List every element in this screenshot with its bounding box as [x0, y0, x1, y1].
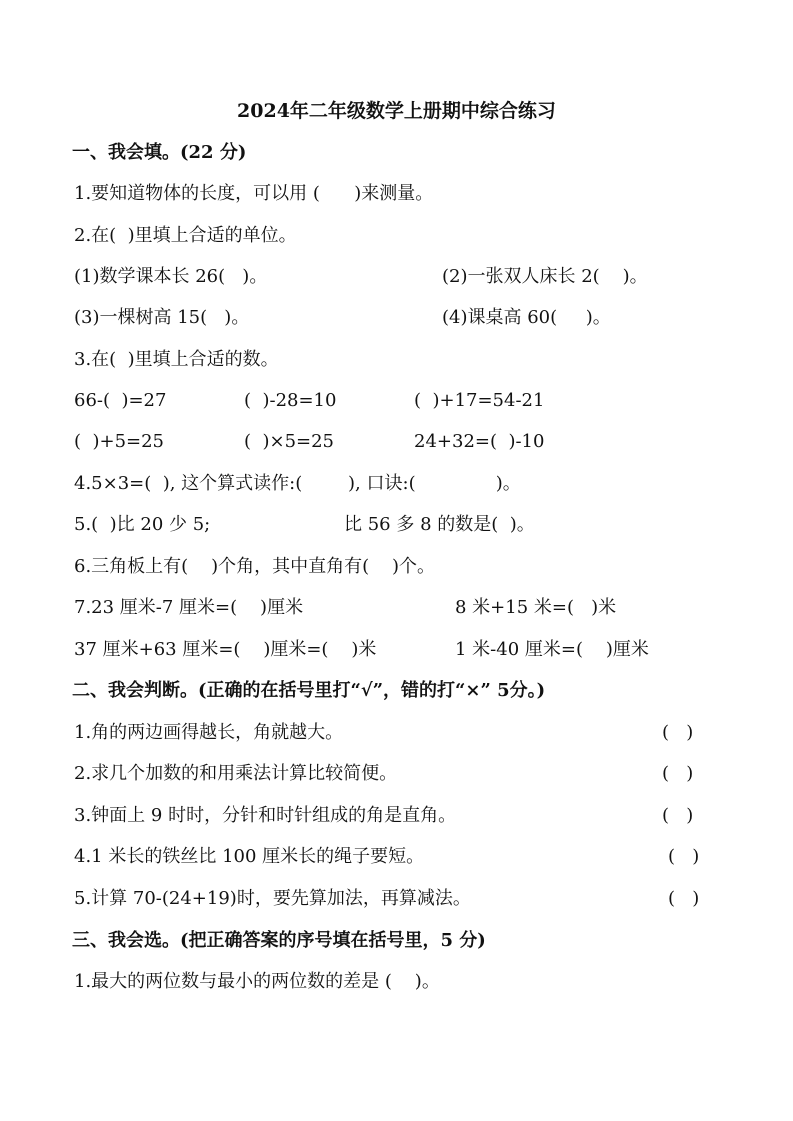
question-1-3: 3.在( )里填上合适的数。: [74, 349, 279, 370]
question-1-3-eq-4: ( )+5=25: [74, 431, 165, 452]
judge-answer-paren-4: ( ): [668, 846, 700, 867]
section-2-heading: 二、我会判断。(正确的在括号里打“√”，错的打“×” 5分。): [72, 680, 546, 701]
question-1-7-item-3: 37 厘米+63 厘米=( )厘米=( )米: [74, 639, 377, 660]
question-1-2-item-2: (2)一张双人床长 2( )。: [442, 266, 648, 287]
question-1-5-part-a: 5.( )比 20 少 5;: [74, 514, 211, 535]
question-1-2-item-4: (4)课桌高 60( )。: [442, 307, 611, 328]
question-1-3-eq-5: ( )×5=25: [244, 431, 335, 452]
question-1-3-eq-6: 24+32=( )-10: [414, 431, 545, 452]
judge-item-2: 2.求几个加数的和用乘法计算比较简便。: [74, 763, 398, 784]
question-1-7-item-2: 8 米+15 米=( )米: [455, 597, 617, 618]
question-1-6: 6.三角板上有( )个角，其中直角有( )个。: [74, 556, 436, 577]
question-1-5-part-b: 比 56 多 8 的数是( )。: [344, 514, 535, 535]
judge-item-4: 4.1 米长的铁丝比 100 厘米长的绳子要短。: [74, 846, 425, 867]
judge-item-5: 5.计算 70-(24+19)时，要先算加法，再算减法。: [74, 888, 471, 909]
question-1-7-item-4: 1 米-40 厘米=( )厘米: [455, 639, 649, 660]
section-3-heading: 三、我会选。(把正确答案的序号填在括号里，5 分): [72, 930, 486, 951]
judge-answer-paren-2: ( ): [662, 763, 694, 784]
page-title: 2024年二年级数学上册期中综合练习: [237, 100, 556, 122]
judge-answer-paren-5: ( ): [668, 888, 700, 909]
question-1-7-item-1: 7.23 厘米-7 厘米=( )厘米: [74, 597, 304, 618]
choice-question-1: 1.最大的两位数与最小的两位数的差是 ( )。: [74, 971, 440, 992]
question-1-1: 1.要知道物体的长度，可以用 ( )来测量。: [74, 183, 434, 204]
question-1-4: 4.5×3=( ), 这个算式读作:( ), 口诀:( )。: [74, 473, 521, 494]
section-1-heading: 一、我会填。(22 分): [72, 142, 247, 163]
question-1-3-eq-3: ( )+17=54-21: [414, 390, 545, 411]
judge-item-1: 1.角的两边画得越长，角就越大。: [74, 722, 344, 743]
judge-answer-paren-1: ( ): [662, 722, 694, 743]
question-1-2: 2.在( )里填上合适的单位。: [74, 225, 297, 246]
judge-answer-paren-3: ( ): [662, 805, 694, 826]
question-1-3-eq-1: 66-( )=27: [74, 390, 167, 411]
question-1-3-eq-2: ( )-28=10: [244, 390, 337, 411]
question-1-2-item-3: (3)一棵树高 15( )。: [74, 307, 250, 328]
question-1-2-item-1: (1)数学课本长 26( )。: [74, 266, 268, 287]
judge-item-3: 3.钟面上 9 时时，分针和时针组成的角是直角。: [74, 805, 457, 826]
